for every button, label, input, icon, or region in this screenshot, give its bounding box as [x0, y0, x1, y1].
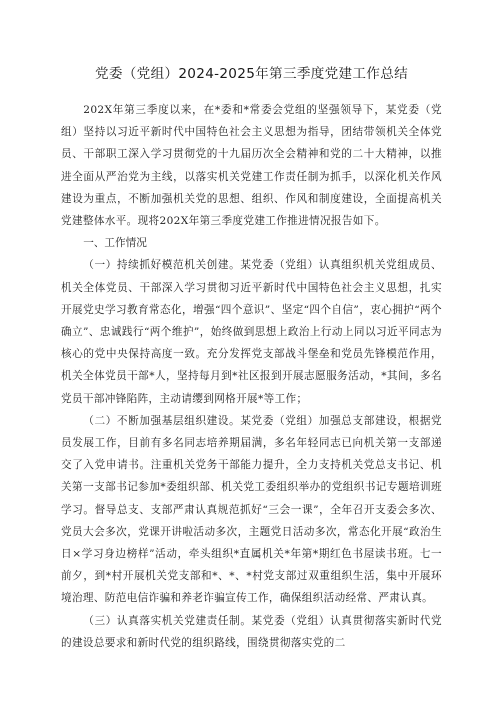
section-heading-work-status: 一、工作情况: [83, 237, 147, 250]
paragraph-grassroots-organization: （二）不断加强基层组织建设。某党委（党组）加强总支部建设，根据党员发展工作，目前有多名同志培养期届满，多名年轻同志已向机关第一支部递交了入党申请书。注重机关党务干部能力提升，全力支持机关党总支书记、机关第一支部书记参加*委组织部、机关党工委组织举办的党组织书记专题培训班学习。督导总支、支部严肃认真规范抓好“三会一课”，全年召开支委会多次、党员大会多次，党课开讲啦活动多次，主题党日活动多次，常态化开展“政治生日×学习身边榜样”活动，牵头组织*直属机关*年第*期红色书屋读书班。七一前夕，到*村开展机关党支部和*、*、*村党支部过双重组织生活，集中开展环境治理、防范电信诈骗和养老诈骗宣传工作，确保组织活动经常、严肃认真。: [61, 414, 442, 605]
intro-paragraph: 202X年第三季度以来，在*委和*常委会党组的坚强领导下，某党委（党组）坚持以习近平新时代中国特色社会主义思想为指导，团结带领机关全体党员、干部职工深入学习贯彻党的十九届历次全会精神和党的二十大精神，以推进全面从严治党为主线，以落实机关党建工作责任制为抓手，以深化机关作风建设为重点，不断加强机关党的思想、组织、作风和制度建设，全面提高机关党建整体水平。现将202X年第三季度党建工作推进情况报告如下。: [61, 104, 442, 228]
paragraph-responsibility-system: （三）认真落实机关党建责任制。某党委（党组）认真贯彻落实新时代党的建设总要求和新时代党的组织路线，围绕贯彻落实党的二: [61, 614, 442, 649]
paragraph-model-organ: （一）持续抓好模范机关创建。某党委（党组）认真组织机关党组成员、机关全体党员、干部深入学习贯彻习近平新时代中国特色社会主义思想，扎实开展党史学习教育常态化，增强“四个意识”、坚定“四个自信”，衷心拥护“两个确立”、忠诚践行“两个维护”，始终做到思想上政治上行动上同以习近平同志为核心的党中央保持高度一致。充分发挥党支部战斗堡垒和党员先锋模范作用，机关全体党员干部*人，坚持每月到*社区报到开展志愿服务活动，*其间，多名党员干部冲锋陷阵，主动请缨到网格开展*等工作；: [61, 259, 442, 405]
document-title: 党委（党组）2024-2025年第三季度党建工作总结: [95, 66, 408, 82]
